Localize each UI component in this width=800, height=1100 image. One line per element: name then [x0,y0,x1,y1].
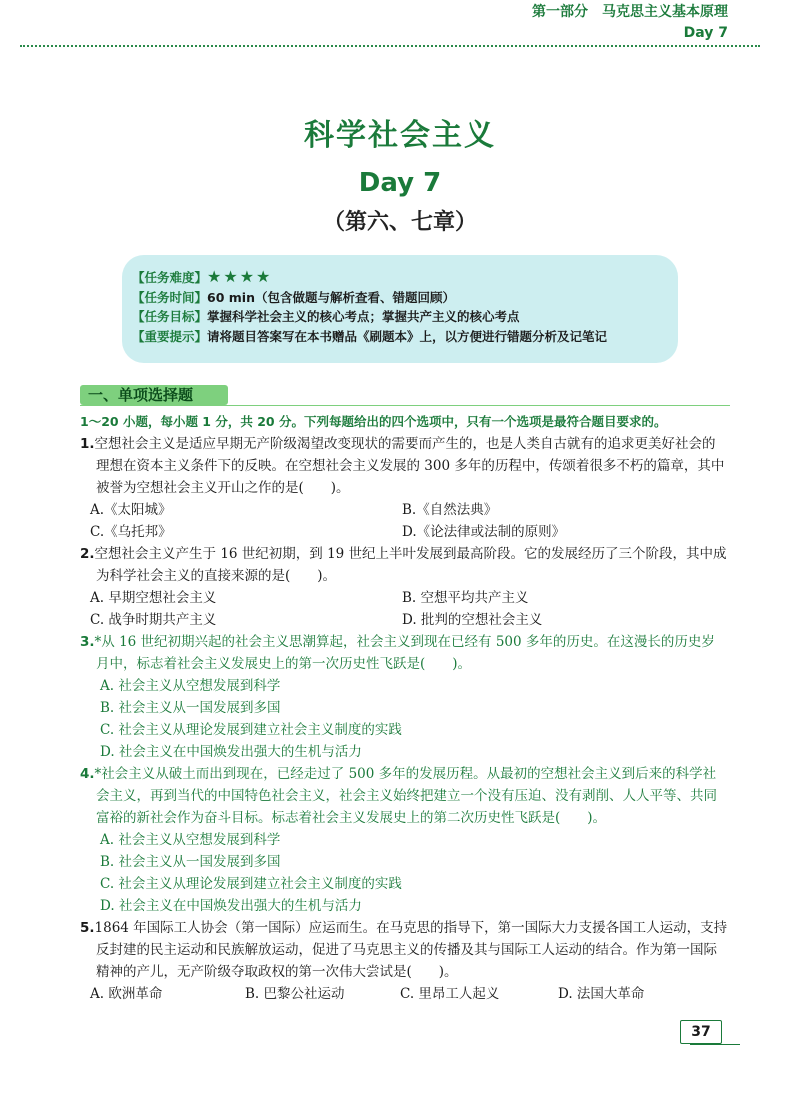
option: D. 法国大革命 [558,986,645,1002]
option: A. 欧洲革命 [90,986,163,1002]
task-tip: 【重要提示】请将题目答案写在本书赠品《刷题本》上，以方便进行错题分析及记笔记 [132,328,608,344]
option: C. 社会主义从理论发展到建立社会主义制度的实践 [100,722,402,738]
option: B. 巴黎公社运动 [245,986,345,1002]
task-info-box [122,255,678,363]
option: B. 社会主义从一国发展到多国 [100,700,281,716]
question-stem: 空想社会主义产生于 16 世纪初期，到 19 世纪上半叶发展到最高阶段。它的发展经历了三个阶段，其中成为科学社会主义的直接来源的是( )。 [94,546,727,584]
question-stem: 空想社会主义是适应早期无产阶级渴望改变现状的需要而产生的，也是人类自古就有的追求更美好社会的理想在资本主义条件下的反映。在空想社会主义发展的 300 多年的历程中，传颂着很多不朽的篇章，其中被誉为空想社会主义开山之作的是( )。 [94,436,725,496]
question-1: 1.空想社会主义是适应早期无产阶级渴望改变现状的需要而产生的，也是人类自古就有的追求更美好社会的理想在资本主义条件下的反映。在空想社会主义发展的 300 多年的历程中，传颂着很多不朽的篇章，其中被誉为空想社会主义开山之作的是( )。 A.《太阳城》 B.《自然法典》 C.《乌托邦》 D.《论法律或法制的原则》 [80,433,728,543]
star-rating-icon: ★★★★ [207,267,273,286]
option: D. 社会主义在中国焕发出强大的生机与活力 [100,744,362,760]
header-dotted-rule [20,45,760,47]
option: D. 社会主义在中国焕发出强大的生机与活力 [100,898,362,914]
option: D. 批判的空想社会主义 [402,612,543,628]
page-title: 科学社会主义 [304,118,496,153]
option: D.《论法律或法制的原则》 [402,524,566,540]
question-stem: *社会主义从破土而出到现在，已经走过了 500 多年的发展历程。从最初的空想社会主义到后来的科学社会主义，再到当代的中国特色社会主义，社会主义始终把建立一个没有压迫、没有剥削、人人平等、共同富裕的新社会作为奋斗目标。标志着社会主义发展史上的第二次历史性飞跃是( )。 [94,766,717,826]
chapter-subtitle: （第六、七章） [322,210,477,235]
page-number: 37 [680,1020,722,1044]
question-4: 4.*社会主义从破土而出到现在，已经走过了 500 多年的发展历程。从最初的空想社会主义到后来的科学社会主义，再到当代的中国特色社会主义，社会主义始终把建立一个没有压迫、没有剥削、人人平等、共同富裕的新社会作为奋斗目标。标志着社会主义发展史上的第二次历史性飞跃是( )。 A. 社会主义从空想发展到科学 B. 社会主义从一国发展到多国 C. 社会主义从理论发展到建立社会主义制度的实践 D. 社会主义在中国焕发出强大的生机与活力 [80,763,728,917]
question-2: 2.空想社会主义产生于 16 世纪初期，到 19 世纪上半叶发展到最高阶段。它的发展经历了三个阶段，其中成为科学社会主义的直接来源的是( )。 A. 早期空想社会主义 B. 空想平均共产主义 C. 战争时期共产主义 D. 批判的空想社会主义 [80,543,728,631]
option: A. 社会主义从空想发展到科学 [100,678,281,694]
option: B.《自然法典》 [402,502,498,518]
day-title: Day 7 [358,168,442,198]
header-day: Day 7 [683,25,728,41]
option: C.《乌托邦》 [90,524,172,540]
option: B. 空想平均共产主义 [402,590,529,606]
running-header [532,2,728,44]
section-divider [80,405,730,406]
option: C. 战争时期共产主义 [90,612,217,628]
option: B. 社会主义从一国发展到多国 [100,854,281,870]
option: A.《太阳城》 [90,502,172,518]
question-5: 5.1864 年国际工人协会（第一国际）应运而生。在马克思的指导下，第一国际大力支援各国工人运动，支持反封建的民主运动和民族解放运动，促进了马克思主义的传播及其与国际工人运动的结合。作为第一国际精神的产儿，无产阶级夺取政权的第一次伟大尝试是( )。 A. 欧洲革命 B. 巴黎公社运动 C. 里昂工人起义 D. 法国大革命 [80,917,728,1005]
option: C. 里昂工人起义 [400,986,500,1002]
section-heading: 一、单项选择题 [80,385,228,405]
task-goal: 【任务目标】掌握科学社会主义的核心考点；掌握共产主义的核心考点 [132,309,520,324]
option: C. 社会主义从理论发展到建立社会主义制度的实践 [100,876,402,892]
header-section: 第一部分 马克思主义基本原理 [532,4,728,20]
question-stem: 1864 年国际工人协会（第一国际）应运而生。在马克思的指导下，第一国际大力支援各国工人运动，支持反封建的民主运动和民族解放运动，促进了马克思主义的传播及其与国际工人运动的结合。作为第一国际精神的产儿，无产阶级夺取政权的第一次伟大尝试是( )。 [94,920,728,980]
question-3: 3.*从 16 世纪初期兴起的社会主义思潮算起，社会主义到现在已经有 500 多年的历史。在这漫长的历史岁月中，标志着社会主义发展史上的第一次历史性飞跃是( )。 A. 社会主义从空想发展到科学 B. 社会主义从一国发展到多国 C. 社会主义从理论发展到建立社会主义制度的实践 D. 社会主义在中国焕发出强大的生机与活力 [80,631,728,763]
question-stem: *从 16 世纪初期兴起的社会主义思潮算起，社会主义到现在已经有 500 多年的历史。在这漫长的历史岁月中，标志着社会主义发展史上的第一次历史性飞跃是( )。 [94,634,715,672]
task-difficulty: 【任务难度】★★★★ [132,267,273,286]
task-time: 【任务时间】60 min（包含做题与解析查看、错题回顾） [132,289,455,305]
option: A. 社会主义从空想发展到科学 [100,832,281,848]
page-number-rule [690,1044,740,1045]
section-instruction: 1～20 小题，每小题 1 分，共 20 分。下列每题给出的四个选项中，只有一个选项是最符合题目要求的。 [80,414,667,429]
question-list [80,433,728,1005]
option: A. 早期空想社会主义 [90,590,217,606]
